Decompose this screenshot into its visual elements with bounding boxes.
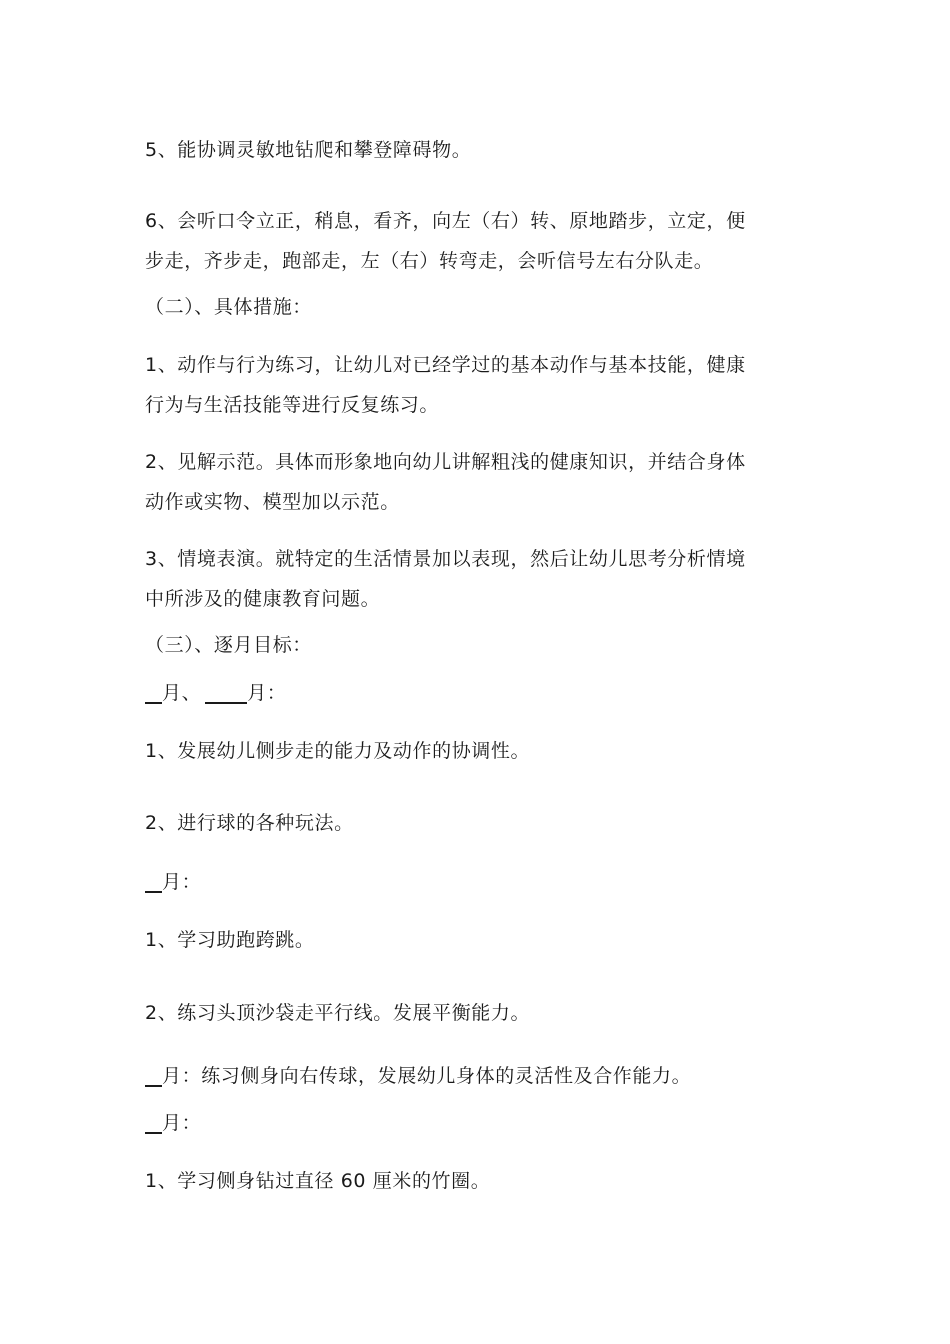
month-a-item-1: 1、发展幼儿侧步走的能力及动作的协调性。 xyxy=(145,740,531,762)
goal-item-5: 5、能协调灵敏地钻爬和攀登障碍物。 xyxy=(145,139,472,161)
measure-item-2-line1: 2、见解示范。具体而形象地向幼儿讲解粗浅的健康知识，并结合身体 xyxy=(145,451,746,473)
month-label: 月： xyxy=(162,1112,202,1134)
month-heading-d xyxy=(145,1103,815,1143)
section-heading-monthly-goals: （三）、逐月目标： xyxy=(145,634,312,656)
month-heading-b xyxy=(145,862,815,902)
month-d-item-1: 1、学习侧身钻过直径 60 厘米的竹圈。 xyxy=(145,1170,491,1192)
month-heading-c xyxy=(145,1056,815,1096)
month-label: 月： xyxy=(247,682,287,704)
measure-item-3-line1: 3、情境表演。就特定的生活情景加以表现，然后让幼儿思考分析情境 xyxy=(145,548,746,570)
section-heading-measures: （二）、具体措施： xyxy=(145,296,312,318)
measure-item-2-line2: 动作或实物、模型加以示范。 xyxy=(145,491,400,513)
month-label: 月： xyxy=(162,871,202,893)
month-b-item-2: 2、练习头顶沙袋走平行线。发展平衡能力。 xyxy=(145,1002,531,1024)
measure-item-1-line2: 行为与生活技能等进行反复练习。 xyxy=(145,394,440,416)
month-a-item-2: 2、进行球的各种玩法。 xyxy=(145,812,354,834)
month-text: 月：练习侧身向右传球，发展幼儿身体的灵活性及合作能力。 xyxy=(162,1065,692,1087)
month-blank xyxy=(145,680,162,704)
month-blank xyxy=(145,1063,162,1087)
measure-item-1-line1: 1、动作与行为练习，让幼儿对已经学过的基本动作与基本技能，健康 xyxy=(145,354,746,376)
month-heading-a xyxy=(145,673,815,713)
month-b-item-1: 1、学习助跑跨跳。 xyxy=(145,929,315,951)
month-blank xyxy=(145,869,162,893)
month-blank xyxy=(205,680,247,704)
goal-item-6-line1: 6、会听口令立正，稍息，看齐，向左（右）转、原地踏步，立定，便 xyxy=(145,210,746,232)
measure-item-3-line2: 中所涉及的健康教育问题。 xyxy=(145,588,381,610)
month-label: 月、 xyxy=(162,682,202,704)
month-blank xyxy=(145,1110,162,1134)
goal-item-6-line2: 步走，齐步走，跑部走，左（右）转弯走，会听信号左右分队走。 xyxy=(145,250,714,272)
